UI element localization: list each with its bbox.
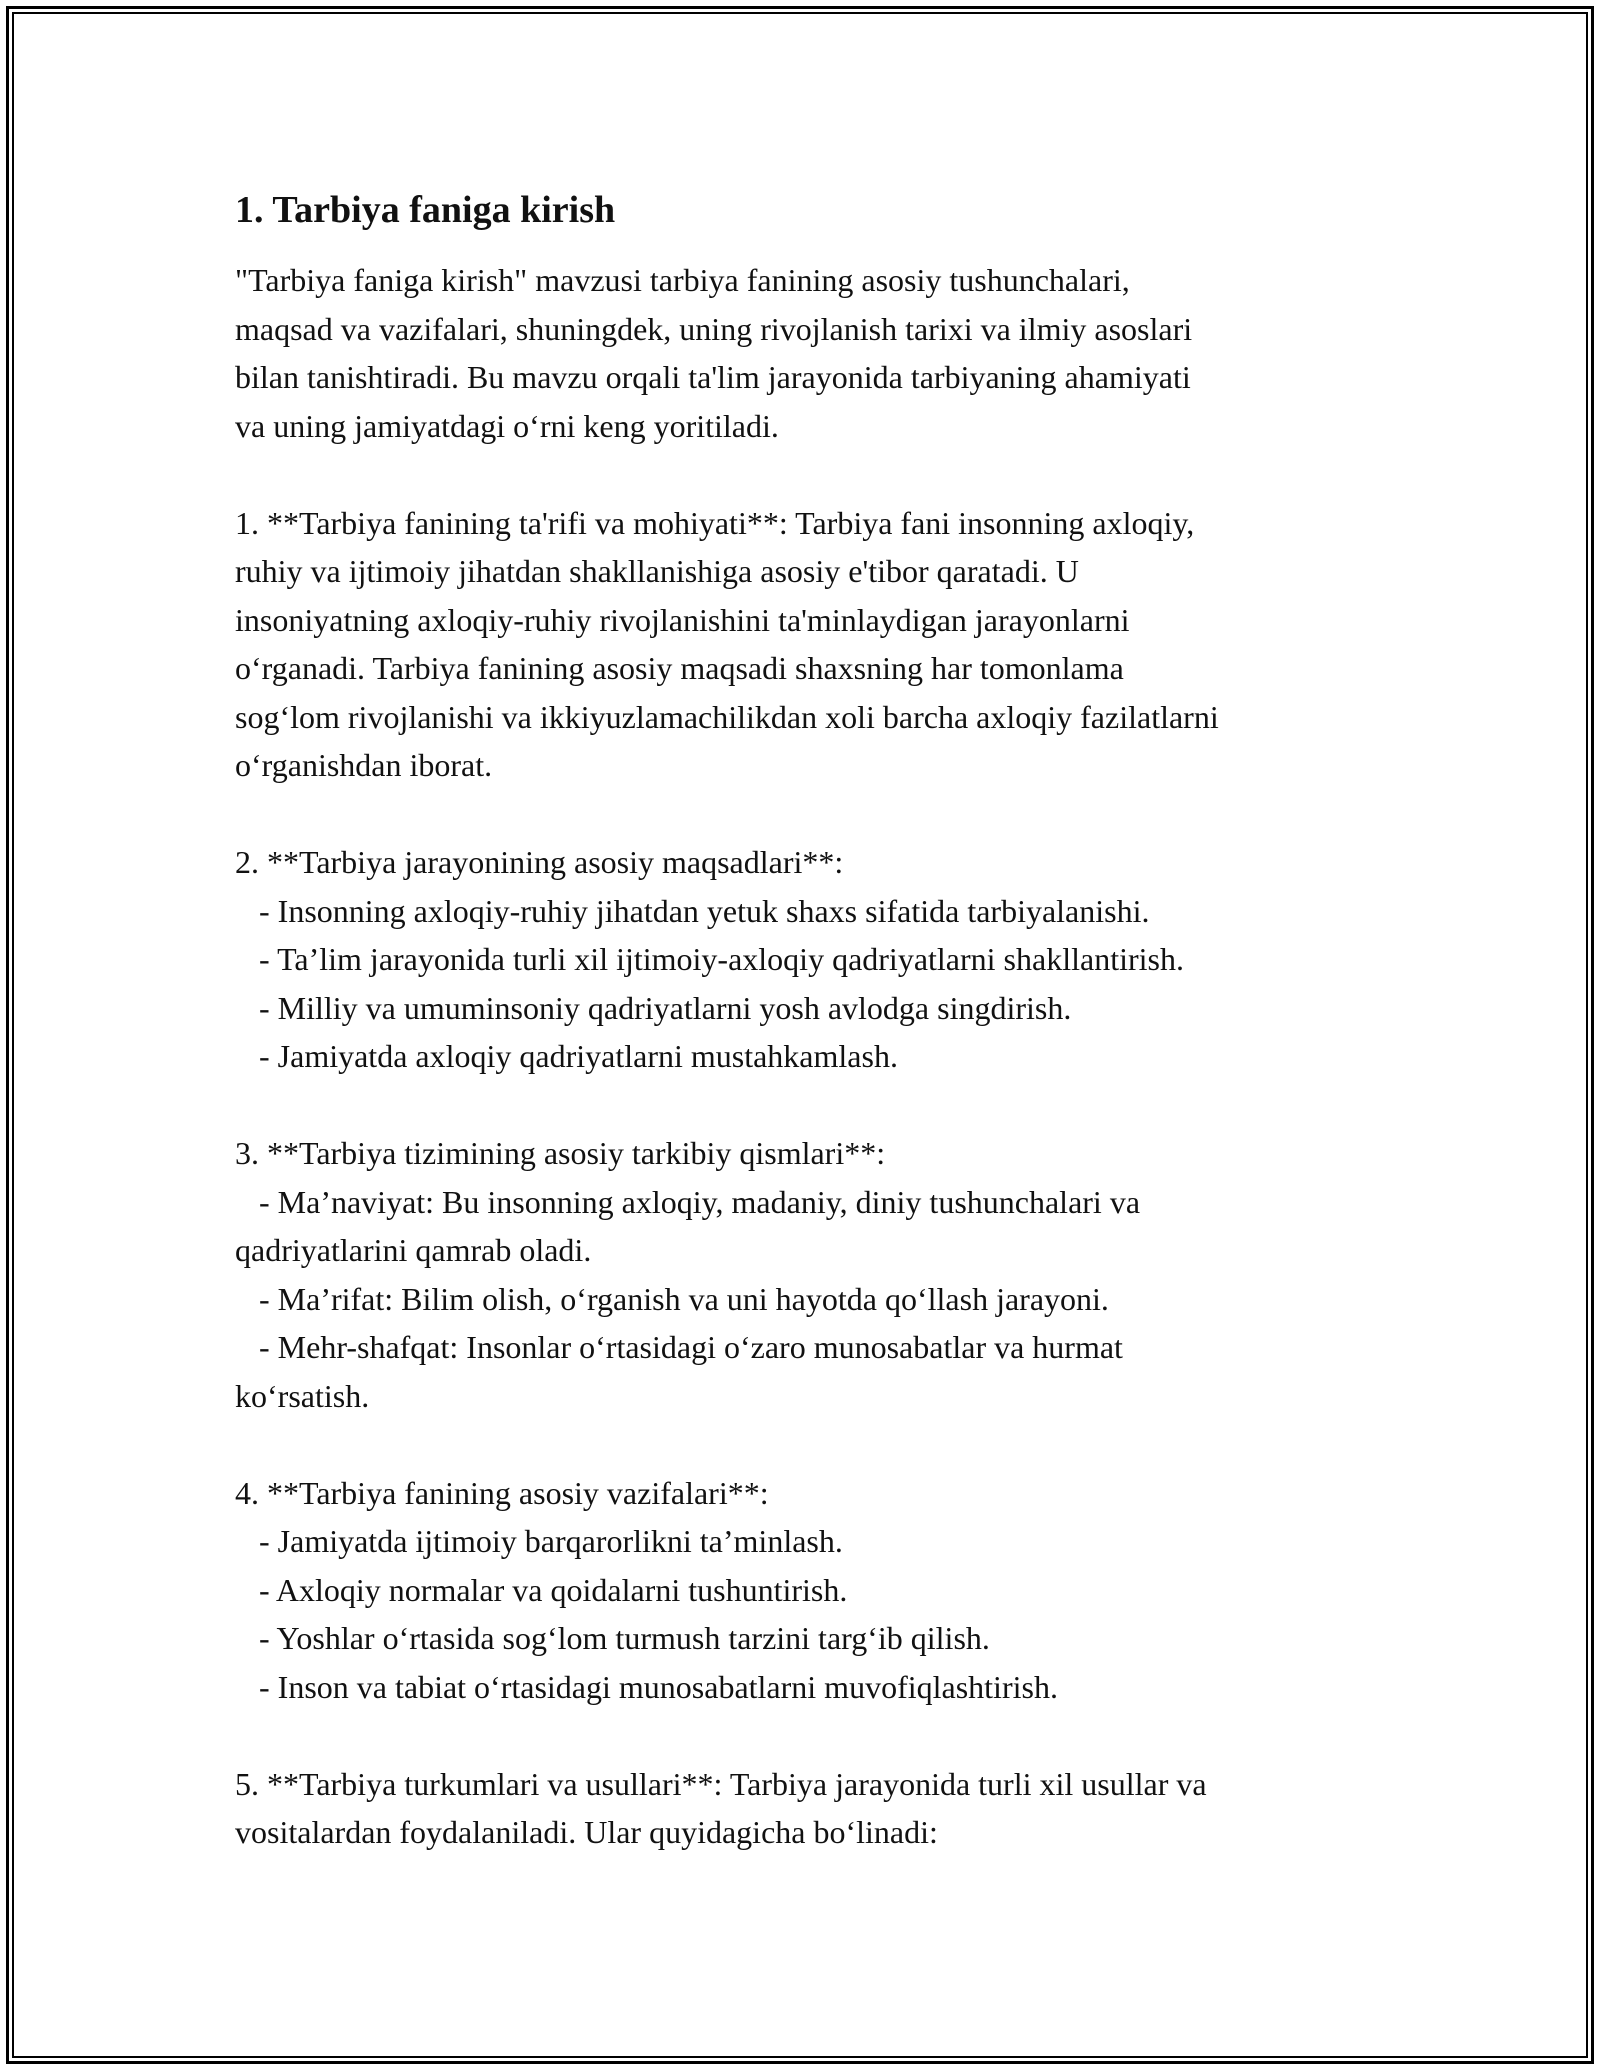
section-1-definition: 1. **Tarbiya fanining ta'rifi va mohiyati**: Tarbiya fani insonning axloqiy, ruhiy va ijtimoiy jihatdan shakllanishiga asosiy e'tibor qaratadi. U insoniyatning axloqiy-ruhiy rivojlanishini ta'minlaydigan jarayonlarni o‘rganadi. Tarbiya fanining asosiy maqsadi shaxsning har tomonlama sog‘lom rivojlanishi va ikkiyuzlamachilikdan xoli barcha axloqiy fazilatlarni o‘rganishdan iborat. (235, 504, 1219, 783)
paragraph-spacer (235, 790, 1385, 839)
section-3-components: 3. **Tarbiya tizimining asosiy tarkibiy qismlari**: - Ma’naviyat: Bu insonning axloqiy, madaniy, diniy tushunchalari va qadriyatlarini qamrab oladi. - Ma’rifat: Bilim olish, o‘rganish va uni hayotda qo‘llash jarayoni. - Mehr-shafqat: Insonlar o‘rtasidagi o‘zaro munosabatlar va hurmat ko‘rsatish. (235, 1135, 1141, 1414)
section-4-tasks: 4. **Tarbiya fanining asosiy vazifalari**: - Jamiyatda ijtimoiy barqarorlikni ta’minlash. - Axloqiy normalar va qoidalarni tushuntirish. - Yoshlar o‘rtasida sog‘lom turmush tarzini targ‘ib qilish. - Inson va tabiat o‘rtasidagi munosabatlarni muvofiqlashtirish. (235, 1474, 1058, 1705)
section-2-goals: 2. **Tarbiya jarayonining asosiy maqsadlari**: - Insonning axloqiy-ruhiy jihatdan yetuk shaxs sifatida tarbiyalanishi. - Ta’lim jarayonida turli xil ijtimoiy-axloqiy qadriyatlarni shakllantirish. - Milliy va umuminsoniy qadriyatlarni yosh avlodga singdirish. - Jamiyatda axloqiy qadriyatlarni mustahkamlash. (235, 844, 1184, 1074)
section-5-methods: 5. **Tarbiya turkumlari va usullari**: Tarbiya jarayonida turli xil usullar va vositalardan foydalaniladi. Ular quyidagicha bo‘linadi: (235, 1765, 1207, 1850)
intro-paragraph: "Tarbiya faniga kirish" mavzusi tarbiya fanining asosiy tushunchalari, maqsad va vazifalari, shuningdek, uning rivojlanish tarixi va ilmiy asoslari bilan tanishtiradi. Bu mavzu orqali ta'lim jarayonida tarbiyaning ahamiyati va uning jamiyatdagi o‘rni keng yoritiladi. (235, 262, 1193, 444)
document-body (235, 186, 1385, 1857)
document-heading: 1. Tarbiya faniga kirish (235, 189, 616, 231)
paragraph-spacer (235, 1711, 1385, 1760)
paragraph-spacer (235, 1420, 1385, 1469)
paragraph-spacer (235, 1081, 1385, 1130)
paragraph-spacer (235, 450, 1385, 499)
